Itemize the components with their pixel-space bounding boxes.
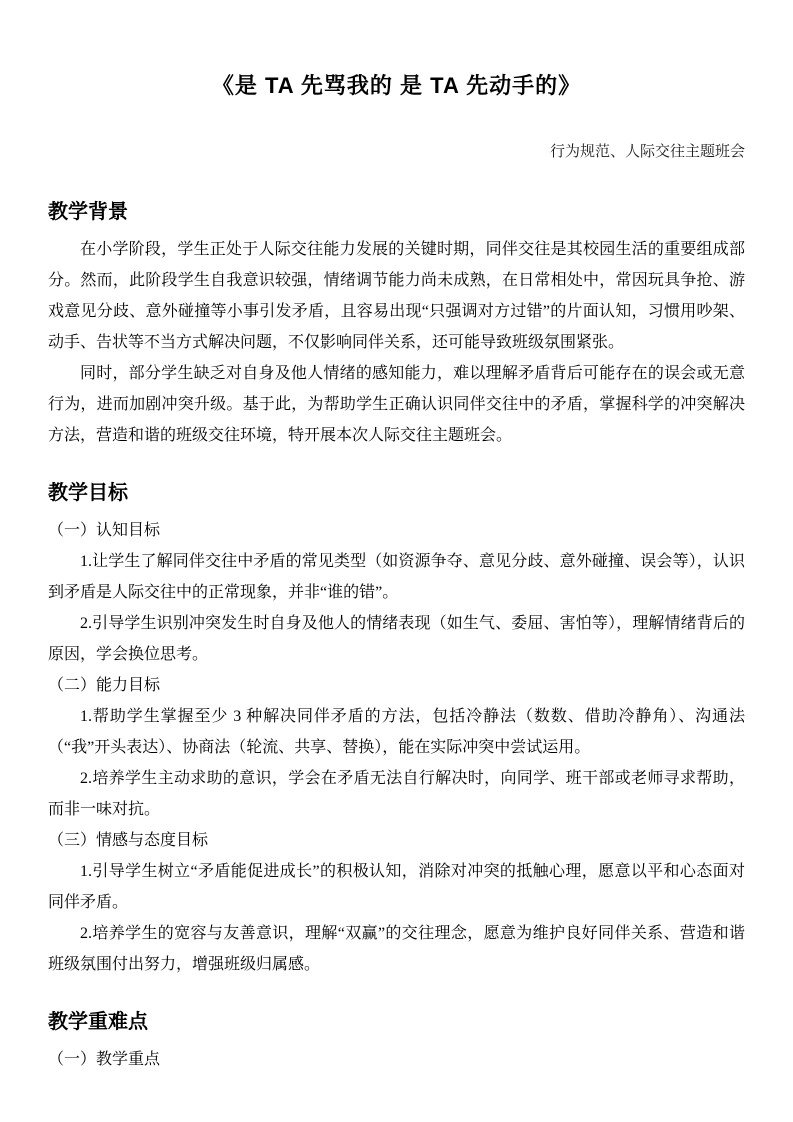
section-heading-key-points: 教学重难点 (48, 1011, 148, 1033)
body-paragraph: 1.帮助学生掌握至少 3 种解决同伴矛盾的方法，包括冷静法（数数、借助冷静角）、沟通法（“我”开头表达）、协商法（轮流、共享、替换），能在实际冲突中尝试运用。 (48, 708, 745, 756)
body-paragraph: 1.引导学生树立“矛盾能促进成长”的积极认知，消除对冲突的抵触心理，愿意以平和心态面对同伴矛盾。 (48, 863, 745, 911)
body-paragraph: 2.引导学生识别冲突发生时自身及他人的情绪表现（如生气、委屈、害怕等），理解情绪背后的原因，学会换位思考。 (48, 615, 745, 663)
body-paragraph: 2.培养学生的宽容与友善意识，理解“双赢”的交往理念，愿意为维护良好同伴关系、营造和谐班级氛围付出努力，增强班级归属感。 (48, 925, 745, 973)
subheading-cognitive-goals: （一）认知目标 (48, 522, 161, 539)
document-title: 《是 TA 先骂我的 是 TA 先动手的》 (211, 73, 582, 98)
body-paragraph: 2.培养学生主动求助的意识，学会在矛盾无法自行解决时，向同学、班干部或老师寻求帮助，而非一味对抗。 (48, 770, 745, 818)
subheading-teaching-focus: （一）教学重点 (48, 1051, 161, 1068)
subheading-ability-goals: （二）能力目标 (48, 677, 161, 694)
subheading-affective-goals: （三）情感与态度目标 (48, 832, 209, 849)
body-paragraph: 同时，部分学生缺乏对自身及他人情绪的感知能力，难以理解矛盾背后可能存在的误会或无意行为，进而加剧冲突升级。基于此，为帮助学生正确认识同伴交往中的矛盾，掌握科学的冲突解决方法，营造和谐的班级交往环境，特开展本次人际交往主题班会。 (48, 365, 745, 444)
body-paragraph: 在小学阶段，学生正处于人际交往能力发展的关键时期，同伴交往是其校园生活的重要组成部分。然而，此阶段学生自我意识较强，情绪调节能力尚未成熟，在日常相处中，常因玩具争抢、游戏意见分歧、意外碰撞等小事引发矛盾，且容易出现“只强调对方过错”的片面认知，习惯用吵架、动手、告状等不当方式解决问题，不仅影响同伴关系，还可能导致班级氛围紧张。 (48, 241, 745, 351)
body-paragraph: 1.让学生了解同伴交往中矛盾的常见类型（如资源争夺、意见分歧、意外碰撞、误会等），认识到矛盾是人际交往中的正常现象，并非“谁的错”。 (48, 553, 745, 601)
document-subtitle: 行为规范、人际交往主题班会 (549, 144, 745, 160)
section-heading-background: 教学背景 (48, 201, 128, 223)
section-heading-goals: 教学目标 (48, 482, 128, 504)
